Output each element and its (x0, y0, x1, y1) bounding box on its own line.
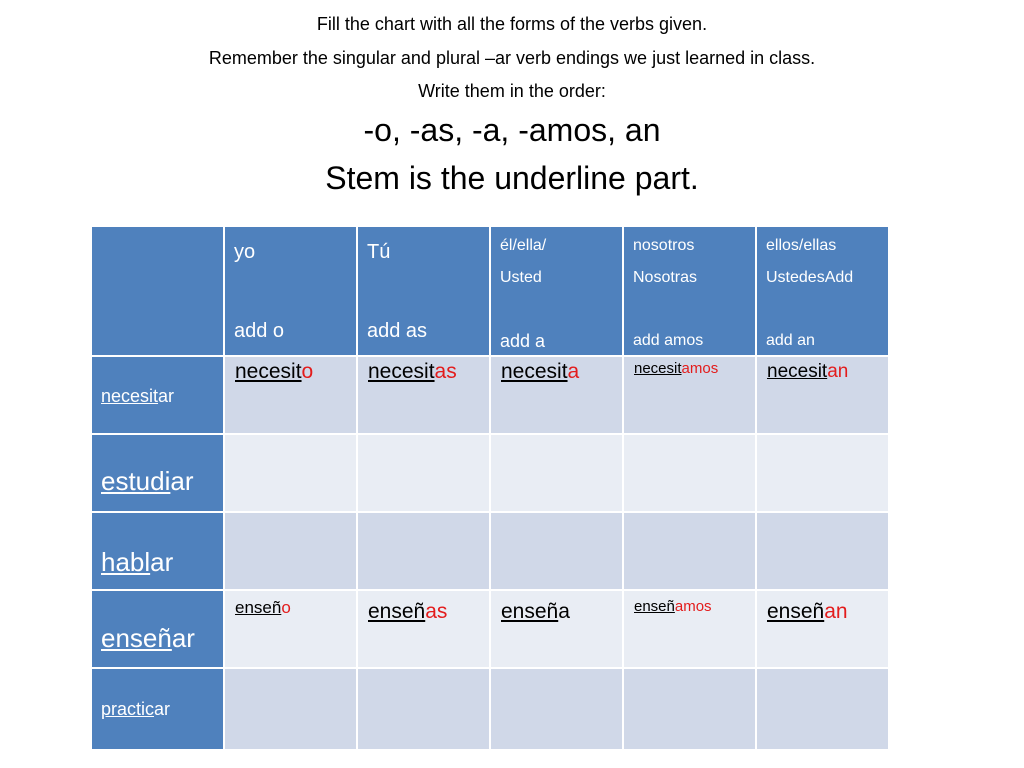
verb-form: necesitan (767, 361, 849, 382)
verb-form: enseñamos (634, 598, 712, 615)
form-cell[interactable] (757, 669, 888, 749)
form-cell[interactable] (491, 669, 622, 749)
instruction-line-1: Fill the chart with all the forms of the verbs given. (316, 14, 708, 34)
verb-form: necesito (235, 360, 314, 383)
verb-form: enseña (501, 600, 570, 623)
column-header-pronoun: nosotros (633, 237, 695, 254)
row-header-ensenar (92, 591, 223, 667)
column-header-ending: add o (234, 320, 285, 342)
corner-cell (92, 227, 223, 355)
column-header-pronoun-2: Nosotras (633, 269, 698, 286)
column-header-ending: add as (367, 320, 428, 342)
form-cell (624, 591, 755, 667)
form-cell[interactable] (757, 435, 888, 511)
form-cell (491, 591, 622, 667)
column-header-pronoun: ellos/ellas (766, 237, 837, 254)
form-cell[interactable] (624, 669, 755, 749)
verb-form: enseño (235, 598, 291, 617)
form-cell (225, 591, 356, 667)
column-header-pronoun: Tú (367, 241, 391, 263)
form-cell[interactable] (491, 513, 622, 589)
column-header-ending: add an (766, 332, 815, 349)
verb-form: necesitas (368, 360, 457, 383)
form-cell (358, 591, 489, 667)
verb-form: enseñan (767, 600, 848, 623)
column-header-pronoun: él/ella/ (500, 237, 547, 254)
form-cell (757, 357, 888, 433)
verb-form: necesita (501, 360, 580, 383)
verb-infinitive: necesitar (101, 386, 175, 406)
column-header-ending: add amos (633, 332, 704, 349)
ending-order: -o, -as, -a, -amos, an (363, 112, 661, 148)
form-cell (358, 357, 489, 433)
form-cell[interactable] (624, 513, 755, 589)
form-cell[interactable] (358, 435, 489, 511)
column-header-nosotros (624, 227, 755, 355)
verb-infinitive: hablar (101, 547, 174, 577)
verb-infinitive: practicar (101, 699, 171, 719)
form-cell[interactable] (225, 513, 356, 589)
row-header-necesitar (92, 357, 223, 433)
form-cell[interactable] (757, 513, 888, 589)
column-header-pronoun: yo (234, 241, 256, 263)
column-header-pronoun-2: UstedesAdd (766, 269, 854, 286)
form-cell (624, 357, 755, 433)
stem-note: Stem is the underline part. (325, 160, 699, 196)
form-cell[interactable] (358, 513, 489, 589)
verb-infinitive: estudiar (101, 466, 194, 496)
form-cell[interactable] (491, 435, 622, 511)
row-header-hablar (92, 513, 223, 589)
instruction-line-3: Write them in the order: (418, 81, 606, 101)
column-header-tu (358, 227, 489, 355)
verb-form: enseñas (368, 600, 448, 623)
row-header-estudiar (92, 435, 223, 511)
column-header-ellos-ellas (757, 227, 888, 355)
instruction-line-2: Remember the singular and plural –ar verb endings we just learned in class. (208, 48, 816, 68)
form-cell[interactable] (624, 435, 755, 511)
column-header-el-ella-usted (491, 227, 622, 355)
form-cell (225, 357, 356, 433)
form-cell (757, 591, 888, 667)
column-header-ending: add a (500, 331, 546, 351)
conjugation-table (92, 227, 888, 749)
form-cell[interactable] (225, 435, 356, 511)
form-cell (491, 357, 622, 433)
row-header-practicar (92, 669, 223, 749)
column-header-yo (225, 227, 356, 355)
form-cell[interactable] (225, 669, 356, 749)
form-cell[interactable] (358, 669, 489, 749)
column-header-pronoun-2: Usted (500, 269, 542, 286)
verb-form: necesitamos (634, 360, 719, 377)
verb-infinitive: enseñar (101, 623, 195, 653)
